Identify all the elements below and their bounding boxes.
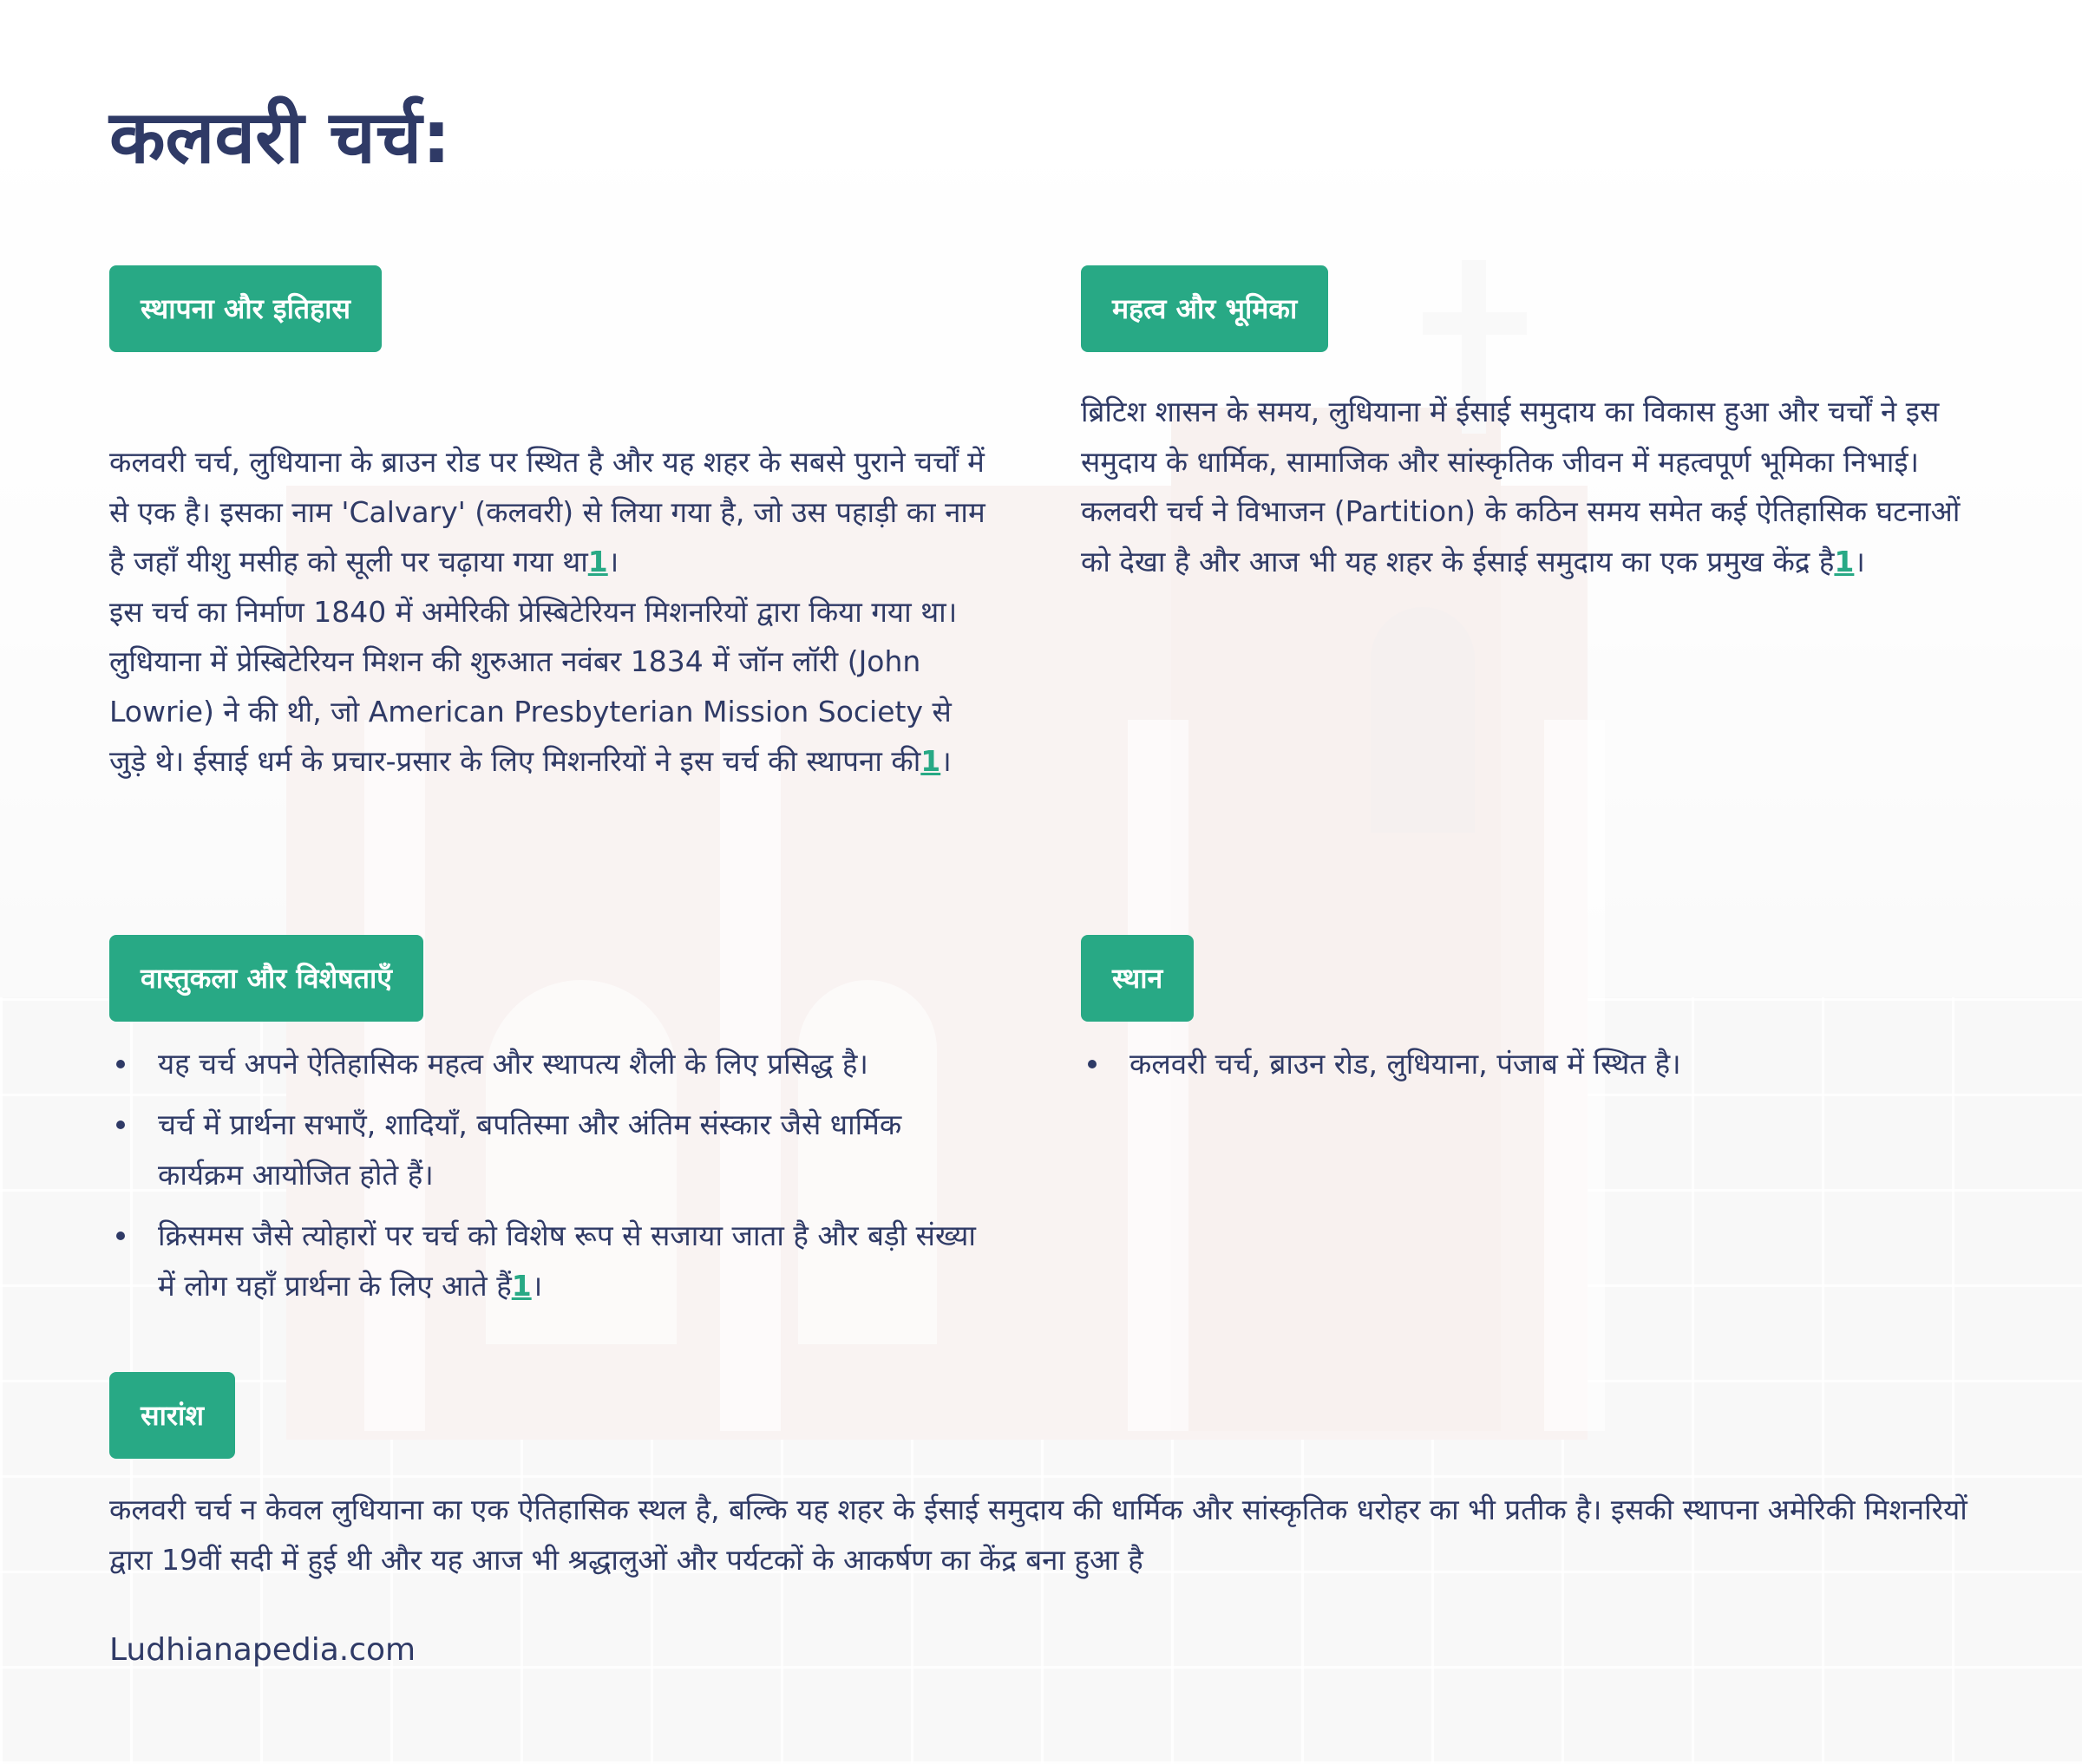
section-heading-significance: महत्व और भूमिका	[1081, 265, 1328, 352]
citation-link[interactable]: 1	[920, 744, 941, 778]
section-heading-architecture: वास्तुकला और विशेषताएँ	[109, 935, 423, 1022]
summary-paragraph: कलवरी चर्च न केवल लुधियाना का एक ऐतिहासिक स्थल है, बल्कि यह शहर के ईसाई समुदाय की धार्मिक और सांस्कृतिक धरोहर का भी प्रतीक है। इसकी स्थापना अमेरिकी मिशनरियों द्वारा 19वीं सदी में हुई थी और यह आज भी श्रद्धालुओं और पर्यटकों के आकर्षण का केंद्र बना हुआ है	[109, 1493, 1967, 1577]
section-architecture	[109, 935, 977, 1322]
citation-link[interactable]: 1	[1834, 544, 1855, 578]
history-paragraph-1: कलवरी चर्च, लुधियाना के ब्राउन रोड पर स्थित है और यह शहर के सबसे पुराने चर्चों में से एक है। इसका नाम 'Calvary' (कलवरी) से लिया गया है, जो उस पहाड़ी का नाम है जहाँ यीशु मसीह को सूली पर चढ़ाया गया था1।	[109, 445, 985, 578]
footer-site-name[interactable]: Ludhianapedia.com	[109, 1632, 416, 1668]
significance-paragraph: ब्रिटिश शासन के समय, लुधियाना में ईसाई समुदाय का विकास हुआ और चर्चों ने इस समुदाय के धार्मिक, सामाजिक और सांस्कृतिक जीवन में महत्वपूर्ण भूमिका निभाई। कलवरी चर्च ने विभाजन (Partition) के कठिन समय समेत कई ऐतिहासिक घटनाओं को देखा है और आज भी यह शहर के ईसाई समुदाय का एक प्रमुख केंद्र है1।	[1081, 395, 1961, 578]
citation-link[interactable]: 1	[511, 1269, 532, 1303]
section-significance	[1081, 265, 1974, 586]
list-item: चर्च में प्रार्थना सभाएँ, शादियाँ, बपतिस्मा और अंतिम संस्कार जैसे धार्मिक कार्यक्रम आयोजित होते हैं।	[109, 1100, 977, 1200]
list-item: यह चर्च अपने ऐतिहासिक महत्व और स्थापत्य शैली के लिए प्रसिद्ध है।	[109, 1039, 977, 1089]
section-location	[1081, 935, 1974, 1100]
section-heading-location: स्थान	[1081, 935, 1194, 1022]
section-history	[109, 265, 985, 787]
history-paragraph-2: इस चर्च का निर्माण 1840 में अमेरिकी प्रेस्बिटेरियन मिशनरियों द्वारा किया गया था। लुधियाना में प्रेस्बिटेरियन मिशन की शुरुआत नवंबर 1834 में जॉन लॉरी (John Lowrie) ने की थी, जो American Presbyterian Mission Society से जुड़े थे। ईसाई धर्म के प्रचार-प्रसार के लिए मिशनरियों ने इस चर्च की स्थापना की1।	[109, 594, 958, 778]
list-item: क्रिसमस जैसे त्योहारों पर चर्च को विशेष रूप से सजाया जाता है और बड़ी संख्या में लोग यहाँ प्रार्थना के लिए आते हैं1।	[109, 1211, 977, 1311]
citation-link[interactable]: 1	[587, 545, 608, 578]
architecture-list	[109, 1039, 977, 1311]
section-summary	[109, 1372, 1983, 1584]
section-heading-history: स्थापना और इतिहास	[109, 265, 382, 352]
list-item: कलवरी चर्च, ब्राउन रोड, लुधियाना, पंजाब में स्थित है।	[1081, 1039, 1974, 1089]
location-list	[1081, 1039, 1974, 1089]
section-heading-summary: सारांश	[109, 1372, 235, 1459]
page-title: कलवरी चर्च:	[109, 95, 451, 180]
